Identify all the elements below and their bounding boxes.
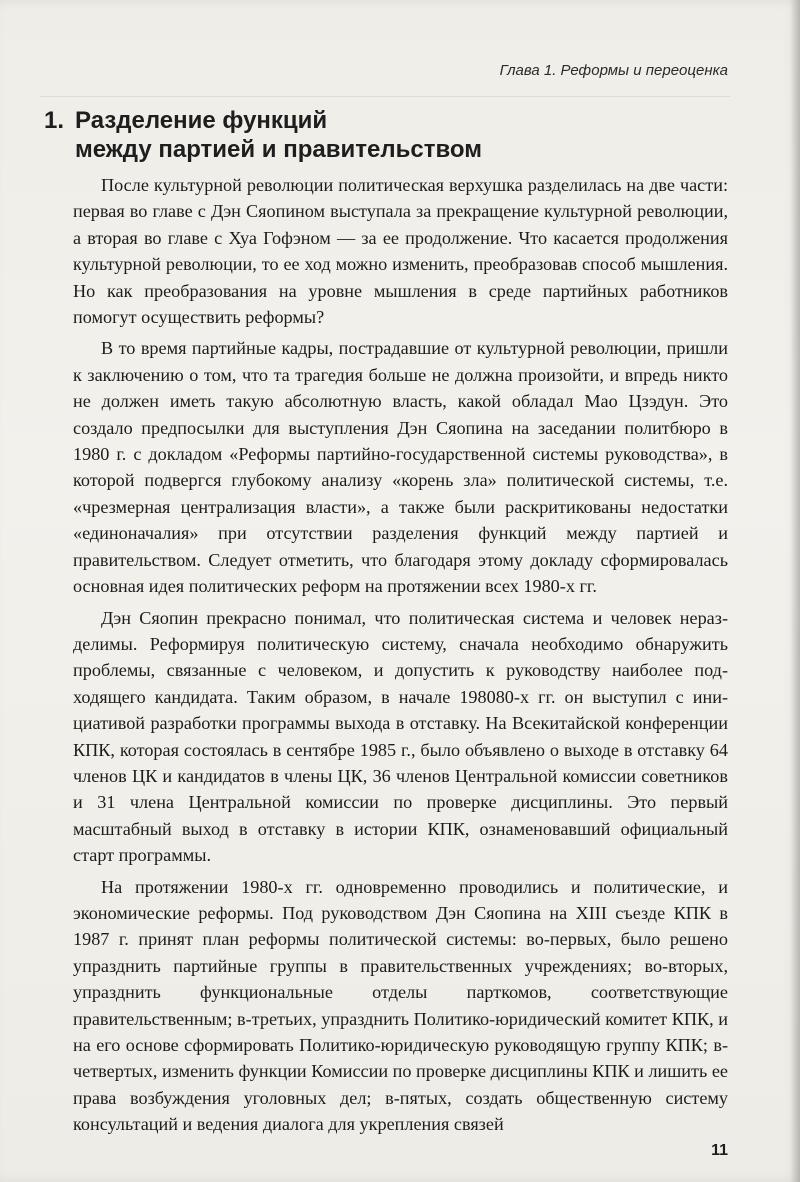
running-head: Глава 1. Реформы и переоценка <box>499 62 728 79</box>
section-number: 1. <box>44 107 65 134</box>
paragraph-1: После культурной революции политическая верхушка разделилась на две части: первая во главе с Дэн Сяопином выступала за прекращение культурной революции, а вторая во главе с Хуа Гофэном — за ее продолжение. Что касается продолжения культурной революции, то ее ход можно изменить, преобразовав способ мышления. Но как преобразования на уровне мышления в среде партийных работников помогут осуществить реформы? <box>73 175 728 328</box>
body-text <box>73 172 728 1143</box>
page-number: 11 <box>711 1142 728 1159</box>
section-title-line-1: Разделение функций <box>75 107 328 134</box>
page-edge-shadow <box>790 0 800 1182</box>
paragraph-2: В то время партийные кадры, пострадавшие от культурной революции, пришли к заключению о том, что та трагедия больше не должна произойти, и впредь никто не должен иметь такую абсолютную власть, какой обладал Мао Цзэдун. Это создало предпосылки для выступления Дэн Сяопина на заседании политбюро в 1980 г. с докладом «Реформы партийно-государственной системы руководства», в которой подвергся глубокому анализу «корень зла» политической системы, т.е. «чрезмерная централизация власти», а также были раскритикованы недостатки «единоначалия» при отсутствии разделения функций между партией и правительством. Следует отметить, что благодаря этому докладу сформировалась основная идея политических реформ на протяжении всех 1980-х гг. <box>73 338 728 597</box>
paragraph-3: Дэн Сяопин прекрасно понимал, что политическая система и человек неразделимы. Реформируя политическую систему, сначала необходимо обнаружить проблемы, связанные с человеком, и допустить к руководству наиболее подходящего кандидата. Таким образом, в начале 198080-х гг. он выступил с инициативой разработки программы выхода в отставку. На Всекитайской конференции КПК, которая состоялась в сентябре 1985 г., было объявлено о выходе в отставку 64 членов ЦК и кандидатов в члены ЦК, 36 членов Центральной комиссии советников и 31 члена Центральной комиссии по проверке дисциплины. Это первый масштабный выход в отставку в истории КПК, ознаменовавший официальный старт программы. <box>73 607 728 866</box>
section-title <box>44 106 744 164</box>
header-divider <box>40 96 730 97</box>
section-title-line-2: между партией и правительством <box>75 136 482 163</box>
paragraph-4: На протяжении 1980-х гг. одновременно проводились и политические, и экономические реформы. Под руководством Дэн Сяопина на XIII съезде КПК в 1987 г. принят план реформы политической системы: во-первых, было решено упразднить партийные группы в правительственных учреждениях; во-вторых, упразднить функциональные отделы парткомов, соответствующие правительственным; в-третьих, упразднить Политико-юридический комитет КПК, и на его основе сформировать Политико-юридическую руководящую группу КПК; в-четвертых, изменить функции Комиссии по проверке дисциплины КПК и лишить ее права возбуждения уголовных дел; в-пятых, создать общественную систему консультаций и ведения диалога для укрепления связей <box>73 876 728 1135</box>
